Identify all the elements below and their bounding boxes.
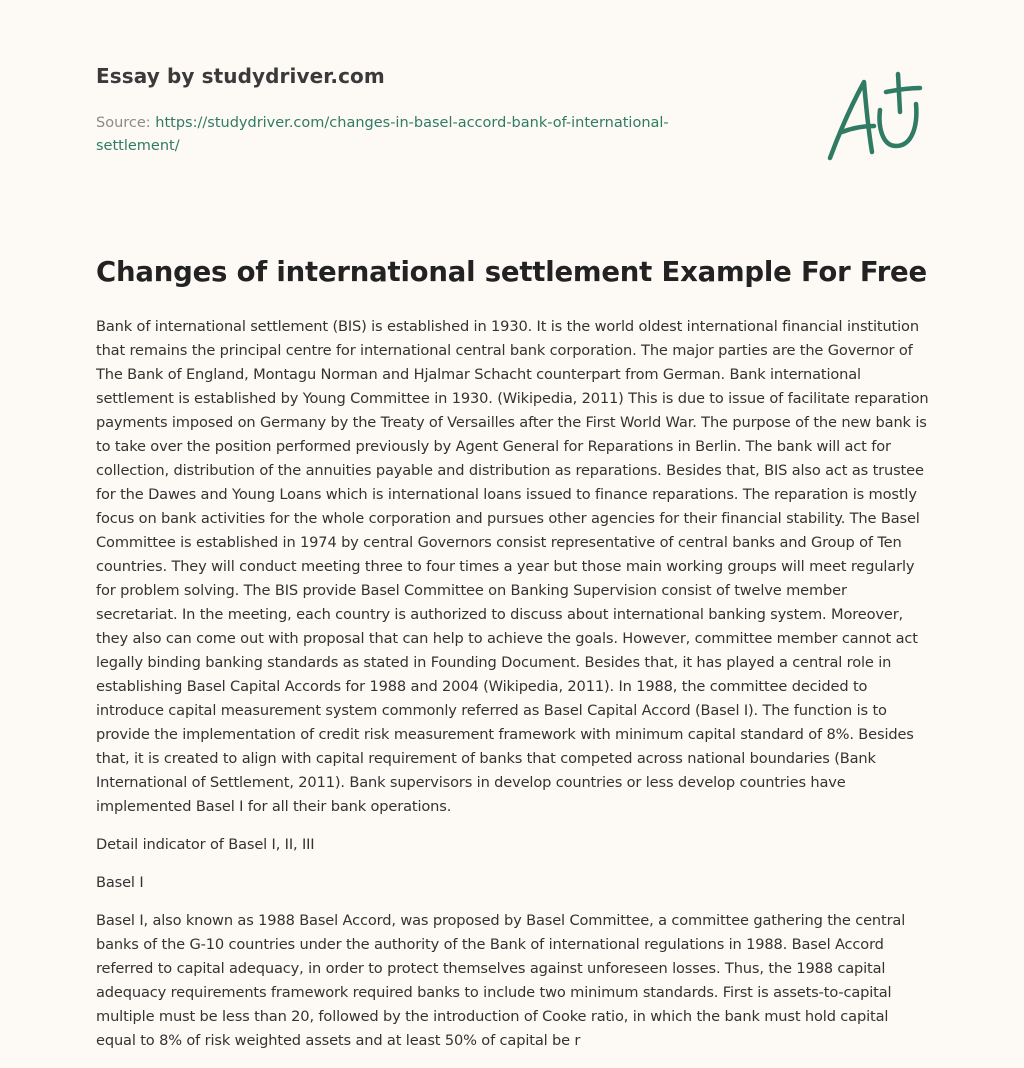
paragraph: Detail indicator of Basel I, II, III: [96, 836, 315, 853]
source-label: Source:: [96, 115, 151, 131]
paragraph: Bank of international settlement (BIS) is established in 1930. It is the world oldest international financial institution that remains the principal centre for international central bank corporation. The major parties are the Governor of The Bank of England, Montagu Norman and Hjalmar Schacht counterpart from German. Bank international settlement is established by Young Committee in 1930. (Wikipedia, 2011) This is due to issue of facilitate reparation payments imposed on Germany by the Treaty of Versailles after the First World War. The purpose of the new bank is to take over the position performed previously by Agent General for Reparations in Berlin. The bank will act for collection, distribution of the annuities payable and distribution as reparations. Besides that, BIS also act as trustee for the Dawes and Young Loans which is international loans issued to finance reparations. The reparation is mostly focus on bank activities for the whole corporation and pursues other agencies for their financial stability. The Basel Committee is established in 1974 by central Governors consist representative of central banks and Group of Ten countries. They will conduct meeting three to four times a year but those main working groups will meet regularly for problem solving. The BIS provide Basel Committee on Banking Supervision consist of twelve member secretariat. In the meeting, each country is authorized to discuss about international banking system. Moreover, they also can come out with proposal that can help to achieve the goals. However, committee member cannot act legally binding banking standards as stated in Founding Document. Besides that, it has played a central role in establishing Basel Capital Accords for 1988 and 2004 (Wikipedia, 2011). In 1988, the committee decided to introduce capital measurement system commonly referred as Basel Capital Accord (Basel I). The function is to provide the implementation of credit risk measurement framework with minimum capital standard of 8%. Besides that, it is created to align with capital requirement of banks that competed across national boundaries (Bank International of Settlement, 2011). Bank supervisors in develop countries or less develop countries have implemented Basel I for all their bank operations.: [96, 318, 929, 815]
a-plus-logo-icon: [820, 66, 930, 166]
essay-body: [96, 315, 932, 1067]
essay-title: Changes of international settlement Example For Free: [96, 256, 927, 288]
paragraph: Basel I, also known as 1988 Basel Accord, was proposed by Basel Committee, a committee gathering the central banks of the G-10 countries under the authority of the Bank of international regulations in 1988. Basel Accord referred to capital adequacy, in order to protect themselves against unforeseen losses. Thus, the 1988 capital adequacy requirements framework required banks to include two minimum standards. First is assets-to-capital multiple must be less than 20, followed by the introduction of Cooke ratio, in which the bank must hold capital equal to 8% of risk weighted assets and at least 50% of capital be r: [96, 912, 906, 1049]
source-link[interactable]: https://studydriver.com/changes-in-basel-accord-bank-of-international-settlement/: [96, 115, 669, 154]
site-title: Essay by studydriver.com: [96, 64, 385, 88]
source-line: [96, 112, 716, 158]
paragraph: Basel I: [96, 874, 144, 891]
